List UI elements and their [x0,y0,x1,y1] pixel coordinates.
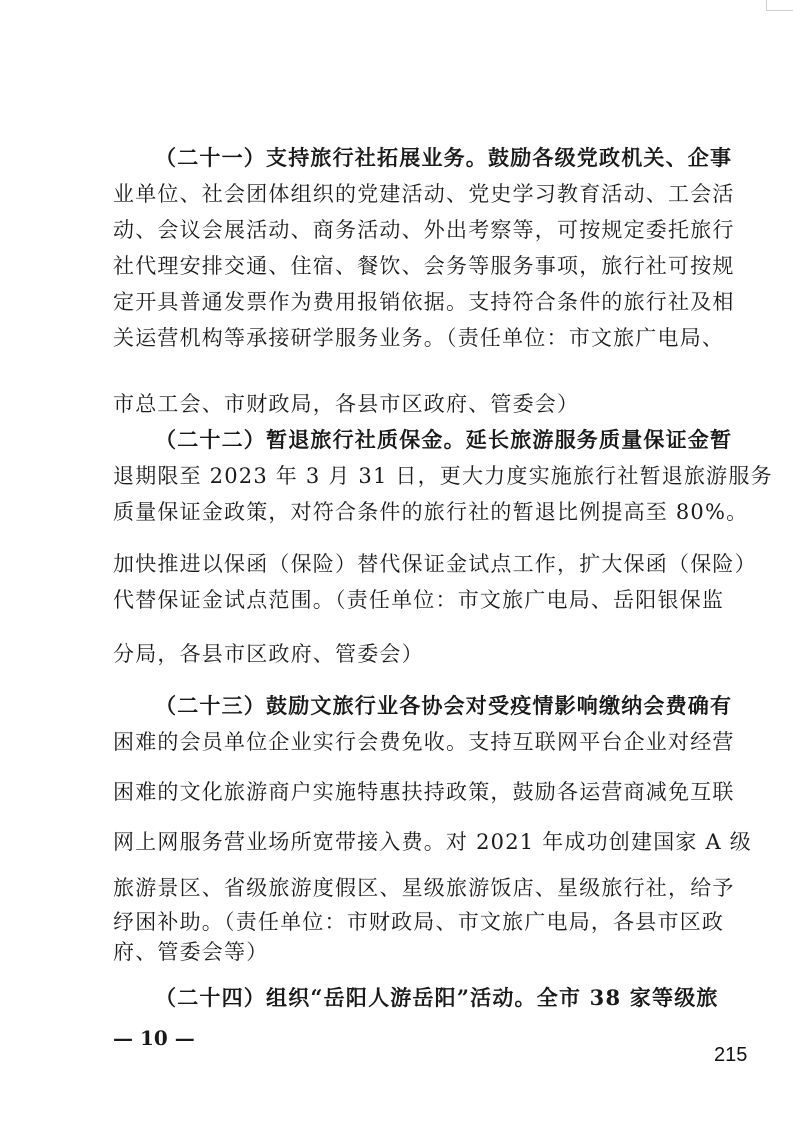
page-number: — 10 — [113,1026,195,1050]
paragraph-22-line-1: （二十二）暂退旅行社质保金。延长旅游服务质量保证金暂 [155,427,733,452]
paragraph-22-line-3: 质量保证金政策，对符合条件的旅行社的暂退比例提高至 80%。 [113,500,749,524]
paragraph-23-line-6: 纾困补助。（责任单位：市财政局、市文旅广电局，各县市区政 [113,910,725,934]
paragraph-23-line-3: 困难的文化旅游商户实施特惠扶持政策，鼓励各运营商减免互联 [113,780,735,804]
stamp-number: 215 [714,1044,748,1066]
paragraph-21-line-2: 业单位、社会团体组织的党建活动、党史学习教育活动、工会活 [113,182,735,206]
paragraph-23-line-1: （二十三）鼓励文旅行业各协会对受疫情影响缴纳会费确有 [155,693,733,718]
paragraph-22-line-4: 加快推进以保函（保险）替代保证金试点工作，扩大保函（保险） [113,552,757,576]
paragraph-23-line-7: 府、管委会等） [113,940,269,964]
paragraph-24-line-1: （二十四）组织“岳阳人游岳阳”活动。全市 38 家等级旅 [155,985,719,1010]
paragraph-21-line-3: 动、会议会展活动、商务活动、外出考察等，可按规定委托旅行 [113,218,735,242]
paragraph-21-line-5: 定开具普通发票作为费用报销依据。支持符合条件的旅行社及相 [113,290,735,314]
paragraph-21-line-4: 社代理安排交通、住宿、餐饮、会务等服务事项，旅行社可按规 [113,254,735,278]
paragraph-22-line-6: 分局，各县市区政府、管委会） [113,642,424,666]
paragraph-23-line-4: 网上网服务营业场所宽带接入费。对 2021 年成功创建国家 A 级 [113,830,752,854]
paragraph-23-line-2: 困难的会员单位企业实行会费免收。支持互联网平台企业对经营 [113,730,735,754]
paragraph-21-line-1: （二十一）支持旅行社拓展业务。鼓励各级党政机关、企事 [155,145,733,170]
paragraph-23-line-5: 旅游景区、省级旅游度假区、星级旅游饭店、星级旅行社，给予 [113,876,735,900]
scan-edge-mark [766,0,793,11]
paragraph-21-line-7: 市总工会、市财政局，各县市区政府、管委会） [113,392,580,416]
paragraph-21-line-6: 关运营机构等承接研学服务业务。（责任单位：市文旅广电局、 [113,326,725,350]
paragraph-22-line-2: 退期限至 2023 年 3 月 31 日，更大力度实施旅行社暂退旅游服务 [113,464,773,488]
paragraph-22-line-5: 代替保证金试点范围。（责任单位：市文旅广电局、岳阳银保监 [113,588,725,612]
